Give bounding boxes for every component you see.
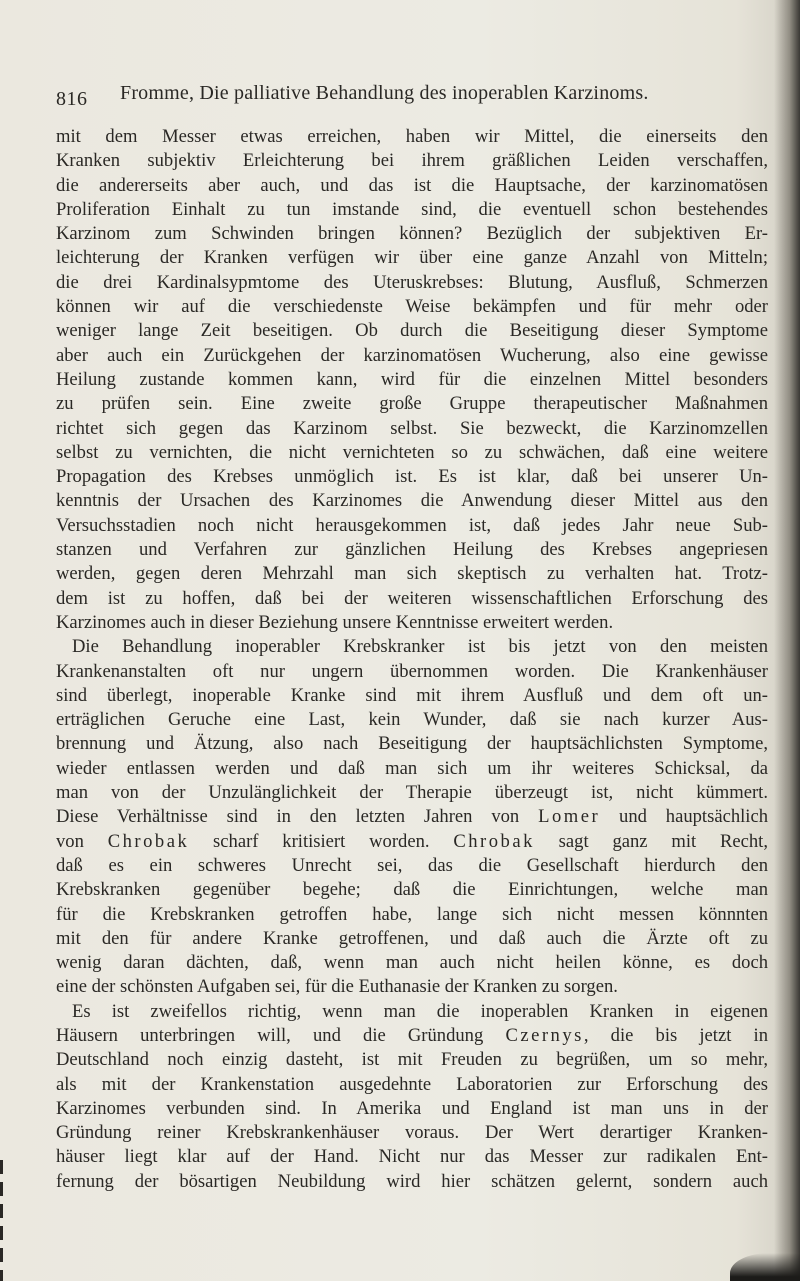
text-line: eine der schönsten Aufgaben sei, für die Euthanasie der Kranken zu sorgen. xyxy=(56,976,618,998)
text-line: Krebskranken gegenüber begehe; daß die Einrichtungen, welche man xyxy=(56,879,768,901)
text-line: zu prüfen sein. Eine zweite große Gruppe therapeutischer Maßnahmen xyxy=(56,393,768,415)
text-line: weniger lange Zeit beseitigen. Ob durch die Beseitigung dieser Symptome xyxy=(56,320,768,342)
body-text xyxy=(56,125,768,1194)
text-line: die andererseits aber auch, und das ist die Hauptsache, der karzinomatösen xyxy=(56,174,768,196)
text-line: von Chrobak scharf kritisiert worden. Chrobak sagt ganz mit Recht, xyxy=(56,830,768,852)
text-line: Proliferation Einhalt zu tun imstande sind, die eventuell schon bestehendes xyxy=(56,198,768,220)
text-line: daß es ein schweres Unrecht sei, das die Gesellschaft hierdurch den xyxy=(56,854,768,876)
text-line: brennung und Ätzung, also nach Beseitigung der hauptsächlichsten Symptome, xyxy=(56,733,768,755)
text-line: mit dem Messer etwas erreichen, haben wir Mittel, die einerseits den xyxy=(56,126,768,147)
text-line: für die Krebskranken getroffen habe, lange sich nicht messen könnnten xyxy=(56,903,768,925)
text-line: Gründung reiner Krebskrankenhäuser voraus. Der Wert derartiger Kranken- xyxy=(56,1122,768,1144)
text-line: selbst zu vernichten, die nicht vernichteten so zu schwächen, daß eine weitere xyxy=(56,441,768,463)
text-line: Es ist zweifellos richtig, wenn man die inoperablen Kranken in eigenen xyxy=(72,1000,768,1022)
running-title: Fromme, Die palliative Behandlung des inoperablen Karzinoms. xyxy=(120,82,649,104)
text-line: die drei Kardinalsypmtome des Uteruskrebses: Blutung, Ausfluß, Schmerzen xyxy=(56,271,768,293)
text-line: aber auch ein Zurückgehen der karzinomatösen Wucherung, also eine gewisse xyxy=(56,344,768,366)
text-line: sind überlegt, inoperable Kranke sind mit ihrem Ausfluß und dem oft un- xyxy=(56,684,768,706)
paragraph xyxy=(56,635,768,999)
text-line: Karzinom zum Schwinden bringen können? Bezüglich der subjektiven Er- xyxy=(56,223,768,245)
text-line: Deutschland noch einzig dasteht, ist mit Freuden zu begrüßen, um so mehr, xyxy=(56,1049,768,1071)
text-line: Karzinomes auch in dieser Beziehung unsere Kenntnisse erweitert werden. xyxy=(56,611,614,633)
text-line: Heilung zustande kommen kann, wird für die einzelnen Mittel besonders xyxy=(56,368,768,390)
text-line: kenntnis der Ursachen des Karzinomes die Anwendung dieser Mittel aus den xyxy=(56,490,768,512)
page-number: 816 xyxy=(56,88,88,110)
binding-marks xyxy=(0,1160,3,1281)
text-line: Kranken subjektiv Erleichterung bei ihrem gräßlichen Leiden verschaffen, xyxy=(56,150,768,172)
text-line: mit den für andere Kranke getroffenen, und daß auch die Ärzte oft zu xyxy=(56,927,768,949)
text-line: Versuchsstadien noch nicht herausgekommen ist, daß jedes Jahr neue Sub- xyxy=(56,514,768,536)
paragraph xyxy=(56,1000,768,1194)
text-line: Häusern unterbringen will, und die Gründung Czernys, die bis jetzt in xyxy=(56,1024,768,1046)
paragraph xyxy=(56,125,768,635)
text-line: können wir auf die verschiedenste Weise bekämpfen und für mehr oder xyxy=(56,296,768,318)
text-line: wieder entlassen werden und daß man sich um ihr weiteres Schicksal, da xyxy=(56,757,768,779)
text-line: als mit der Krankenstation ausgedehnte Laboratorien zur Erforschung des xyxy=(56,1073,768,1095)
text-line: Die Behandlung inoperabler Krebskranker ist bis jetzt von den meisten xyxy=(72,636,768,658)
text-line: richtet sich gegen das Karzinom selbst. Sie bezweckt, die Karzinomzellen xyxy=(56,417,768,439)
text-line: leichterung der Kranken verfügen wir über eine ganze Anzahl von Mitteln; xyxy=(56,247,768,269)
text-line: wenig daran dächten, daß, wenn man auch nicht heilen könne, es doch xyxy=(56,952,768,974)
text-line: Diese Verhältnisse sind in den letzten Jahren von Lomer und hauptsächlich xyxy=(56,806,769,828)
text-line: man von der Unzulänglichkeit der Therapie überzeugt ist, nicht kümmert. xyxy=(56,782,768,804)
text-line: dem ist zu hoffen, daß bei der weiteren wissenschaftlichen Erforschung des xyxy=(56,587,768,609)
text-line: Krankenanstalten oft nur ungern übernommen worden. Die Krankenhäuser xyxy=(56,660,768,682)
text-line: fernung der bösartigen Neubildung wird hier schätzen gelernt, sondern auch xyxy=(56,1170,768,1192)
text-line: häuser liegt klar auf der Hand. Nicht nur das Messer zur radikalen Ent- xyxy=(56,1146,768,1168)
running-header xyxy=(56,82,756,112)
text-line: werden, gegen deren Mehrzahl man sich skeptisch zu verhalten hat. Trotz- xyxy=(56,563,768,585)
page-edge-shadow xyxy=(774,0,800,1281)
text-line: Karzinomes verbunden sind. In Amerika und England ist man uns in der xyxy=(56,1097,768,1119)
text-line: erträglichen Geruche eine Last, kein Wunder, daß sie nach kurzer Aus- xyxy=(56,709,768,731)
text-line: Propagation des Krebses unmöglich ist. Es ist klar, daß bei unserer Un- xyxy=(56,466,768,488)
text-line: stanzen und Verfahren zur gänzlichen Heilung des Krebses angepriesen xyxy=(56,539,768,561)
